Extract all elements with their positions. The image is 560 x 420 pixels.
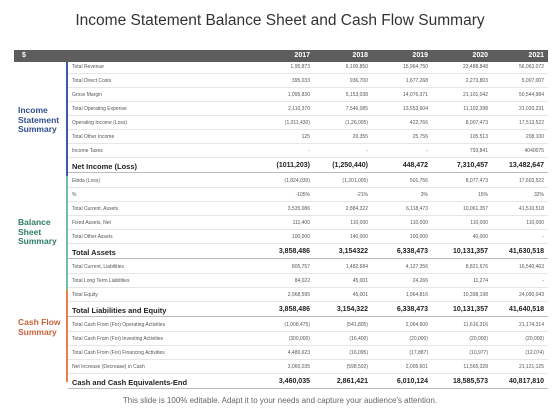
financial-summary-table	[14, 50, 548, 387]
row-value: 448,472	[402, 162, 428, 169]
year-header: 2019	[412, 51, 428, 59]
row-value: 32%	[533, 192, 544, 198]
table-row	[68, 190, 548, 202]
row-value: 5,007,007	[521, 78, 544, 84]
table-row	[68, 176, 548, 188]
row-value: 2,884,322	[345, 206, 368, 212]
year-header: 2020	[472, 51, 488, 59]
row-value: 805,757	[291, 264, 310, 270]
row-value: 5,153,038	[345, 92, 368, 98]
row-value: 793,841	[469, 148, 488, 154]
row-value: 2,861,421	[336, 378, 368, 385]
row-value: 2,110,370	[288, 106, 310, 112]
row-value: 2,968,595	[287, 292, 310, 298]
row-value: 3%	[420, 192, 428, 198]
row-value: 20,355	[352, 134, 368, 140]
row-value: 395,033	[291, 78, 310, 84]
row-value: 23,488,848	[462, 64, 488, 70]
row-label: Net Income (Loss)	[72, 162, 138, 171]
row-value: 3,858,486	[278, 248, 310, 255]
row-value: (10,977)	[469, 350, 488, 356]
table-row	[68, 104, 548, 116]
row-value: 1,095,830	[287, 92, 310, 98]
row-value: 110,000	[526, 220, 544, 226]
row-value: 10,131,357	[452, 248, 488, 255]
row-value: 1,677,268	[405, 78, 428, 84]
row-label: Total Cash From (For) Operating Activities	[72, 322, 166, 328]
row-value: 8,821,676	[465, 264, 488, 270]
table-row	[68, 334, 548, 346]
row-label: Cash and Cash Equivalents-End	[72, 378, 188, 387]
table-row	[68, 362, 548, 374]
row-value: 6,118,473	[406, 206, 428, 212]
row-label: Total Current, Liabilities	[72, 264, 124, 270]
row-value: 13,482,647	[508, 162, 544, 169]
row-label: Income Taxes	[72, 148, 103, 154]
row-value: 208,100	[525, 134, 544, 140]
row-value: 10,061,357	[462, 206, 488, 212]
row-value: (1,26,005)	[345, 120, 368, 126]
row-value: 17,603,522	[518, 178, 544, 184]
row-value: 11,565,328	[463, 364, 488, 370]
row-value: 3,154322	[338, 248, 368, 255]
row-label: Total Other Assets	[72, 234, 113, 240]
row-value: 936,700	[349, 78, 368, 84]
row-label: Total Assets	[72, 248, 116, 257]
year-header: 2021	[528, 51, 544, 59]
row-label: Total Cash From (For) Investing Activities	[72, 336, 164, 342]
row-value: 7,310,457	[456, 162, 488, 169]
section-label: Income Statement Summary	[18, 105, 60, 134]
year-header: 2017	[294, 51, 310, 59]
row-value: (1,250,440)	[332, 162, 368, 169]
row-value: -105%	[295, 192, 310, 198]
section-label: Cash Flow Summary	[18, 317, 61, 337]
row-value: -	[542, 234, 544, 240]
row-label: Gross Margin	[72, 92, 103, 98]
row-value: 3,460,035	[278, 378, 310, 385]
row-value: 2,064,600	[405, 322, 428, 328]
row-value: 3,154,322	[336, 306, 368, 313]
row-value: -	[366, 148, 368, 154]
row-value: 105,513	[469, 134, 488, 140]
row-value: 110,000	[470, 220, 488, 226]
row-value: 21,020,231	[518, 106, 544, 112]
row-value: 45,001	[352, 278, 368, 284]
currency-symbol: $	[22, 51, 26, 59]
row-value: 40,000	[472, 234, 488, 240]
row-label: Total Current, Assets	[72, 206, 119, 212]
row-value: 8,077,473	[465, 178, 488, 184]
row-value: 6,010,124	[396, 378, 428, 385]
row-value: (20,000)	[525, 336, 544, 342]
row-value: 14,076,371	[402, 92, 428, 98]
row-value: (12,074)	[525, 350, 544, 356]
row-value: (20,000)	[409, 336, 428, 342]
row-value: 41,510,518	[518, 206, 544, 212]
row-value: 41,640,518	[508, 306, 544, 313]
row-value: 3,858,486	[278, 306, 310, 313]
table-header	[14, 50, 548, 62]
cash-flow-section	[14, 290, 68, 382]
row-value: 501,756	[409, 178, 428, 184]
row-value: 15,964,750	[402, 64, 428, 70]
table-row	[68, 118, 548, 130]
row-label: Total Cash From (For) Financing Activities	[72, 350, 165, 356]
row-value: 422,766	[409, 120, 428, 126]
table-row	[68, 62, 548, 74]
row-value: 17,513,522	[518, 120, 544, 126]
table-row	[68, 132, 548, 144]
row-value: 45,001	[352, 292, 368, 298]
row-label: Total Revenue	[72, 64, 104, 70]
row-value: 84,022	[294, 278, 310, 284]
row-value: -	[308, 148, 310, 154]
row-value: (541,805)	[346, 322, 368, 328]
row-value: 21,174,314	[518, 322, 544, 328]
row-value: (1011,203)	[276, 162, 310, 169]
row-value: 24,090,043	[518, 292, 544, 298]
year-header: 2018	[352, 51, 368, 59]
row-value: 6,100,850	[345, 64, 368, 70]
row-value: 50,544,984	[518, 92, 544, 98]
table-total-row	[68, 304, 548, 317]
balance-sheet-section	[14, 176, 68, 290]
row-value: 24,266	[412, 278, 428, 284]
row-value: 18,585,573	[452, 378, 488, 385]
table-row	[68, 320, 548, 332]
row-value: 21,101,042	[462, 92, 488, 98]
row-label: Total Operating Expense	[72, 106, 127, 112]
table-row	[68, 232, 548, 244]
income-statement-section	[14, 62, 68, 176]
table-row	[68, 76, 548, 88]
page-title: Income Statement Balance Sheet and Cash Flow Summary	[75, 12, 485, 29]
row-value: 3,060,035	[287, 364, 310, 370]
table-row	[68, 146, 548, 158]
row-value: 1,964,816	[405, 292, 428, 298]
row-value: -	[542, 278, 544, 284]
row-value: (16,095)	[349, 350, 368, 356]
row-value: (1,824,030)	[284, 178, 310, 184]
row-label: Operating Income (Loss)	[72, 120, 128, 126]
row-value: (598,502)	[346, 364, 368, 370]
row-value: 140,000	[349, 234, 368, 240]
row-value: 10,131,357	[452, 306, 488, 313]
row-label: Total Direct Costs	[72, 78, 112, 84]
row-value: 110,000	[410, 220, 428, 226]
table-total-row	[68, 160, 548, 173]
row-value: 11,102,398	[463, 106, 488, 112]
table-row	[68, 218, 548, 230]
table-row	[68, 348, 548, 360]
row-label: Net Increase (Decrease) in Cash	[72, 364, 145, 370]
row-value: 6,338,473	[396, 248, 428, 255]
row-value: 110,000	[350, 220, 368, 226]
row-value: 8,007,473	[465, 120, 488, 126]
row-value: -21%	[356, 192, 368, 198]
row-value: (1,008,475)	[284, 322, 310, 328]
row-value: 10,398,198	[462, 292, 488, 298]
row-value: 2,273,803	[465, 78, 488, 84]
row-label: Total Long Term Liabilities	[72, 278, 130, 284]
row-value: 40,817,810	[508, 378, 544, 385]
row-value: 16,540,463	[518, 264, 544, 270]
row-value: 125	[301, 134, 310, 140]
row-value: 111,400	[292, 220, 310, 226]
table-row	[68, 276, 548, 288]
row-value: 1,482,684	[345, 264, 368, 270]
row-value: 25,756	[412, 134, 428, 140]
row-value: 41,630,518	[508, 248, 544, 255]
row-label: Total Other Income	[72, 134, 115, 140]
row-value: 100,000	[291, 234, 310, 240]
table-row	[68, 204, 548, 216]
row-value: 56,063,072	[518, 64, 544, 70]
row-value: (1,201,005)	[342, 178, 368, 184]
row-value: 2,005,601	[405, 364, 428, 370]
row-value: 6,338,473	[396, 306, 428, 313]
footer-note: This slide is 100% editable. Adapt it to your needs and capture your audience's attention.	[122, 396, 438, 405]
row-label: Total Liabilities and Equity	[72, 306, 167, 315]
row-value: 1,95,873	[290, 64, 310, 70]
row-value: (300,000)	[288, 336, 310, 342]
row-label: Fixed Assets, Net	[72, 220, 111, 226]
row-value: 100,000	[409, 234, 428, 240]
row-value: 3,535,086	[287, 206, 310, 212]
row-value: (1,011,430)	[284, 120, 310, 126]
row-label: Ebida (Loss)	[72, 178, 101, 184]
row-value: (17,887)	[409, 350, 428, 356]
row-value: 11,274	[473, 278, 488, 284]
row-label: %	[72, 192, 77, 198]
row-value: (16,400)	[349, 336, 368, 342]
row-value: 11,616,316	[463, 322, 488, 328]
row-value: 7,546,085	[345, 106, 368, 112]
row-value: 4,480,623	[287, 350, 310, 356]
row-label: Total Equity	[72, 292, 98, 298]
table-row	[68, 90, 548, 102]
table-total-row	[68, 246, 548, 259]
row-value: 15%	[477, 192, 488, 198]
row-value: 21,121,125	[518, 364, 544, 370]
table-row	[68, 262, 548, 274]
row-value: -	[426, 148, 428, 154]
row-value: 13,553,604	[402, 106, 428, 112]
section-label: Balance Sheet Summary	[18, 217, 57, 246]
row-value: (20,000)	[469, 336, 488, 342]
row-value: 4,127,356	[405, 264, 428, 270]
table-row	[68, 290, 548, 302]
row-value: 4040075	[524, 148, 544, 154]
table-total-row	[68, 376, 548, 389]
